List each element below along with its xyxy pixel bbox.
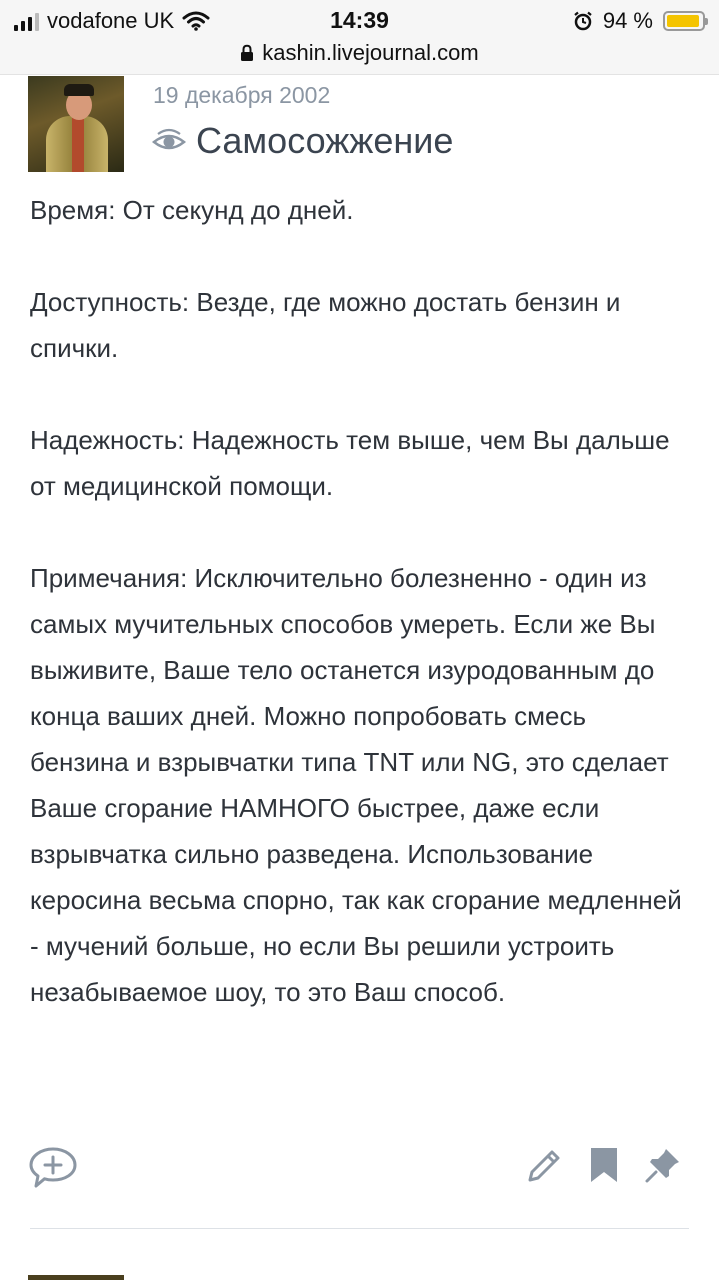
url-bar-inner: [240, 40, 478, 66]
add-comment-icon[interactable]: [28, 1146, 78, 1190]
edit-icon[interactable]: [524, 1146, 564, 1186]
status-right: [573, 8, 705, 34]
author-avatar[interactable]: [28, 76, 124, 172]
eye-icon: [152, 128, 186, 154]
avatar-hat: [64, 84, 94, 96]
status-time: 14:39: [330, 7, 389, 33]
lock-icon: [240, 44, 254, 62]
post-paragraph-notes: Примечания: Исключительно болезненно - один из самых мучительных способов умереть. Если же Вы выживите, Ваше тело останется изуродованным до конца ваших дней. Можно попробовать смесь бензина и взрывчатки типа TNT или NG, это сделает Ваше сгорание НАМНОГО быстрее, даже если взрывчатка сильно разведена. Использование керосина весьма спорно, так как сгорание медленней - мучений больше, но если Вы решили устроить незабываемое шоу, то это Ваш способ.: [30, 563, 682, 1007]
paragraph-gap: [30, 509, 690, 555]
pin-icon[interactable]: [644, 1146, 682, 1184]
post-divider: [30, 1228, 689, 1229]
post-body: [30, 187, 690, 1015]
url-domain: kashin.livejournal.com: [262, 40, 479, 65]
status-bar: [0, 0, 719, 40]
paragraph-gap: [30, 371, 690, 417]
paragraph-gap: [30, 233, 690, 279]
post-paragraph-reliability: Надежность: Надежность тем выше, чем Вы дальше от медицинской помощи.: [30, 425, 670, 501]
avatar-stole: [72, 118, 84, 172]
post-paragraph-availability: Доступность: Везде, где можно достать бензин и спички.: [30, 287, 621, 363]
bookmark-icon[interactable]: [588, 1146, 620, 1184]
battery-fill: [667, 15, 699, 27]
post-actions: [0, 1140, 719, 1200]
post-paragraph-time: Время: От секунд до дней.: [30, 195, 354, 225]
post-date: 19 декабря 2002: [153, 82, 331, 108]
url-bar[interactable]: [0, 40, 719, 75]
battery-percent: 94 %: [602, 8, 653, 33]
alarm-icon: [573, 11, 593, 31]
post-title[interactable]: [152, 120, 453, 162]
battery-icon: [663, 11, 705, 31]
carrier-name: vodafone UK: [47, 8, 175, 33]
next-post-avatar[interactable]: [28, 1275, 124, 1280]
post-title-text: Самосожжение: [196, 120, 454, 161]
